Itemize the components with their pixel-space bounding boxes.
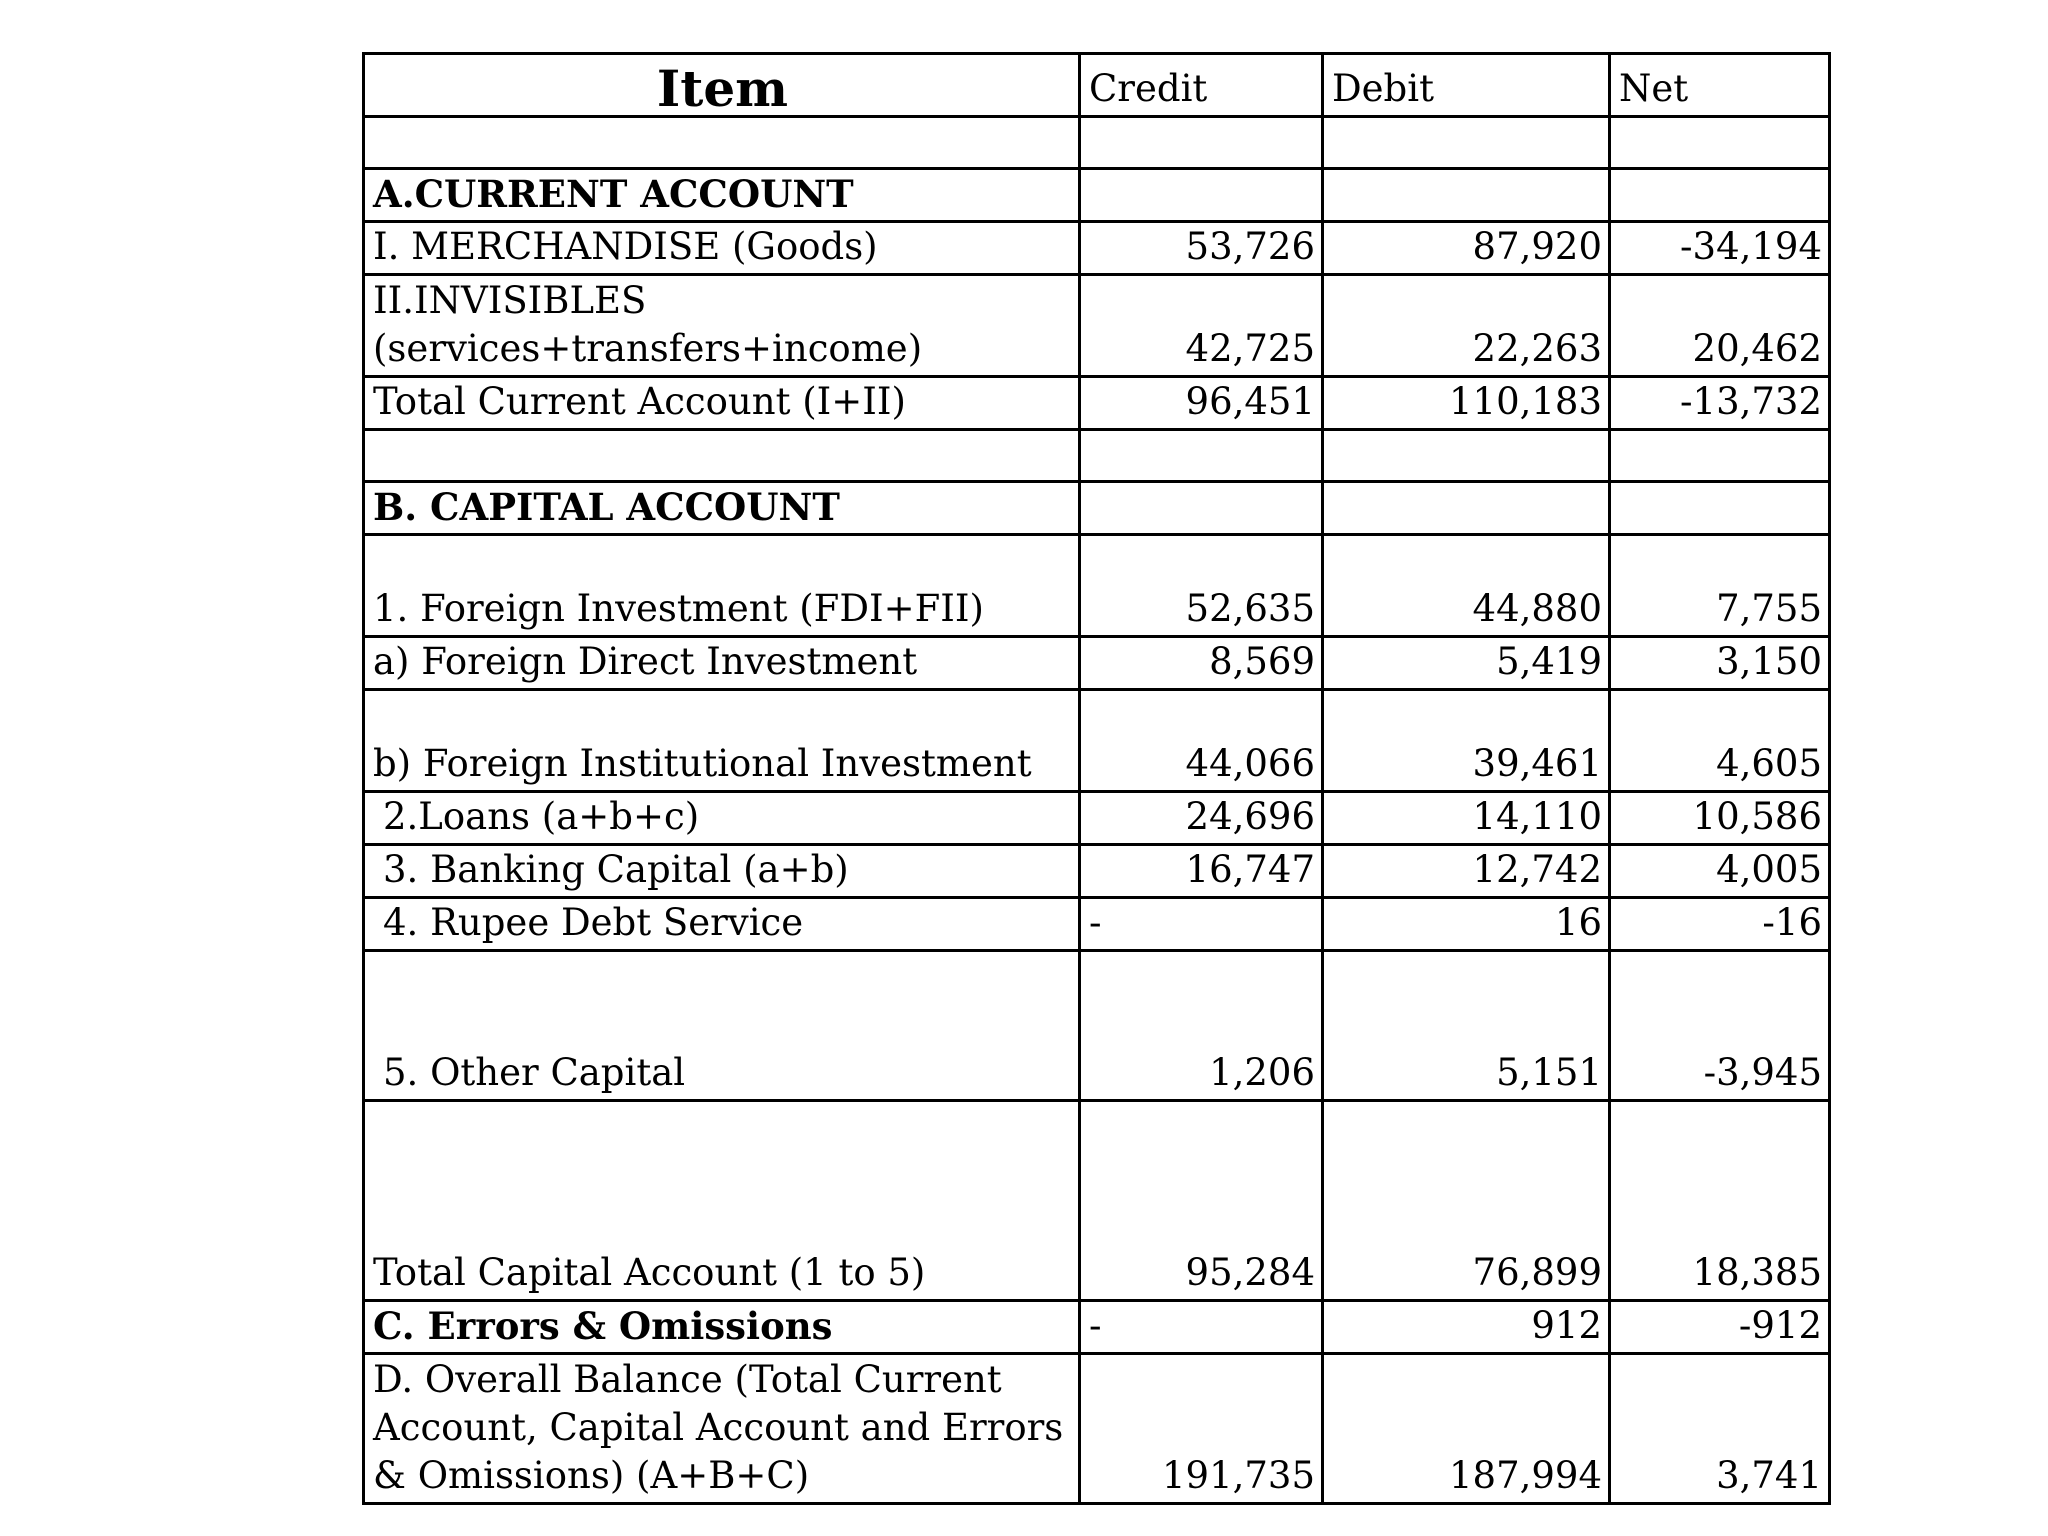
net-cell [1610,430,1830,482]
debit-cell: 5,151 [1323,951,1610,1101]
debit-cell: 912 [1323,1301,1610,1354]
item-cell [364,117,1080,169]
table-row [364,169,1830,222]
table-row [364,1101,1830,1301]
net-cell: -34,194 [1610,222,1830,275]
credit-cell: 24,696 [1080,792,1323,845]
debit-cell: 76,899 [1323,1101,1610,1301]
item-cell: a) Foreign Direct Investment [364,637,1080,690]
debit-cell [1323,117,1610,169]
item-cell: Total Capital Account (1 to 5) [364,1101,1080,1301]
debit-cell: 110,183 [1323,377,1610,430]
item-cell: D. Overall Balance (Total Current Account, Capital Account and Errors & Omissions) (A+B+C) [364,1354,1080,1504]
net-cell: -13,732 [1610,377,1830,430]
debit-cell [1323,482,1610,535]
credit-cell: 1,206 [1080,951,1323,1101]
credit-cell: 44,066 [1080,690,1323,792]
debit-cell: 44,880 [1323,535,1610,637]
table-row [364,690,1830,792]
item-cell: 4. Rupee Debt Service [364,898,1080,951]
item-cell: 2.Loans (a+b+c) [364,792,1080,845]
net-cell [1610,482,1830,535]
credit-cell: 191,735 [1080,1354,1323,1504]
section-heading-current-account: A.CURRENT ACCOUNT [364,169,1080,222]
credit-cell: 52,635 [1080,535,1323,637]
net-cell: -912 [1610,1301,1830,1354]
credit-cell [1080,430,1323,482]
credit-cell: 16,747 [1080,845,1323,898]
table-row [364,430,1830,482]
item-cell [364,430,1080,482]
net-cell [1610,169,1830,222]
net-cell: 3,741 [1610,1354,1830,1504]
balance-of-payments-table [362,52,1831,1505]
item-cell: II.INVISIBLES (services+transfers+income) [364,275,1080,377]
credit-cell: 42,725 [1080,275,1323,377]
net-cell: 7,755 [1610,535,1830,637]
credit-cell [1080,482,1323,535]
net-cell: 10,586 [1610,792,1830,845]
table-row [364,898,1830,951]
table-row [364,222,1830,275]
credit-cell: - [1080,898,1323,951]
table-row [364,275,1830,377]
net-cell: 4,005 [1610,845,1830,898]
debit-cell: 16 [1323,898,1610,951]
debit-column-header: Debit [1323,54,1610,117]
table-row [364,951,1830,1101]
table-row [364,535,1830,637]
credit-cell: 8,569 [1080,637,1323,690]
item-cell: 5. Other Capital [364,951,1080,1101]
net-cell: 18,385 [1610,1101,1830,1301]
table-row [364,845,1830,898]
credit-cell: 95,284 [1080,1101,1323,1301]
item-column-header: Item [364,54,1080,117]
net-cell: 3,150 [1610,637,1830,690]
credit-column-header: Credit [1080,54,1323,117]
debit-cell: 12,742 [1323,845,1610,898]
net-cell: -3,945 [1610,951,1830,1101]
debit-cell: 187,994 [1323,1354,1610,1504]
credit-cell: 96,451 [1080,377,1323,430]
table-row [364,1301,1830,1354]
debit-cell [1323,169,1610,222]
net-cell: 4,605 [1610,690,1830,792]
table-row [364,117,1830,169]
credit-cell [1080,169,1323,222]
credit-cell: 53,726 [1080,222,1323,275]
table-row [364,792,1830,845]
net-cell: 20,462 [1610,275,1830,377]
net-cell [1610,117,1830,169]
net-cell: -16 [1610,898,1830,951]
item-cell: Total Current Account (I+II) [364,377,1080,430]
debit-cell: 22,263 [1323,275,1610,377]
item-cell: I. MERCHANDISE (Goods) [364,222,1080,275]
credit-cell [1080,117,1323,169]
debit-cell: 5,419 [1323,637,1610,690]
section-heading-capital-account: B. CAPITAL ACCOUNT [364,482,1080,535]
debit-cell: 39,461 [1323,690,1610,792]
table-row [364,482,1830,535]
debit-cell [1323,430,1610,482]
item-cell: 1. Foreign Investment (FDI+FII) [364,535,1080,637]
table-row [364,637,1830,690]
table-row [364,1354,1830,1504]
credit-cell: - [1080,1301,1323,1354]
item-cell: b) Foreign Institutional Investment [364,690,1080,792]
item-cell: 3. Banking Capital (a+b) [364,845,1080,898]
debit-cell: 14,110 [1323,792,1610,845]
section-heading-errors-omissions: C. Errors & Omissions [364,1301,1080,1354]
table-header-row [364,54,1830,117]
table-row [364,377,1830,430]
debit-cell: 87,920 [1323,222,1610,275]
net-column-header: Net [1610,54,1830,117]
